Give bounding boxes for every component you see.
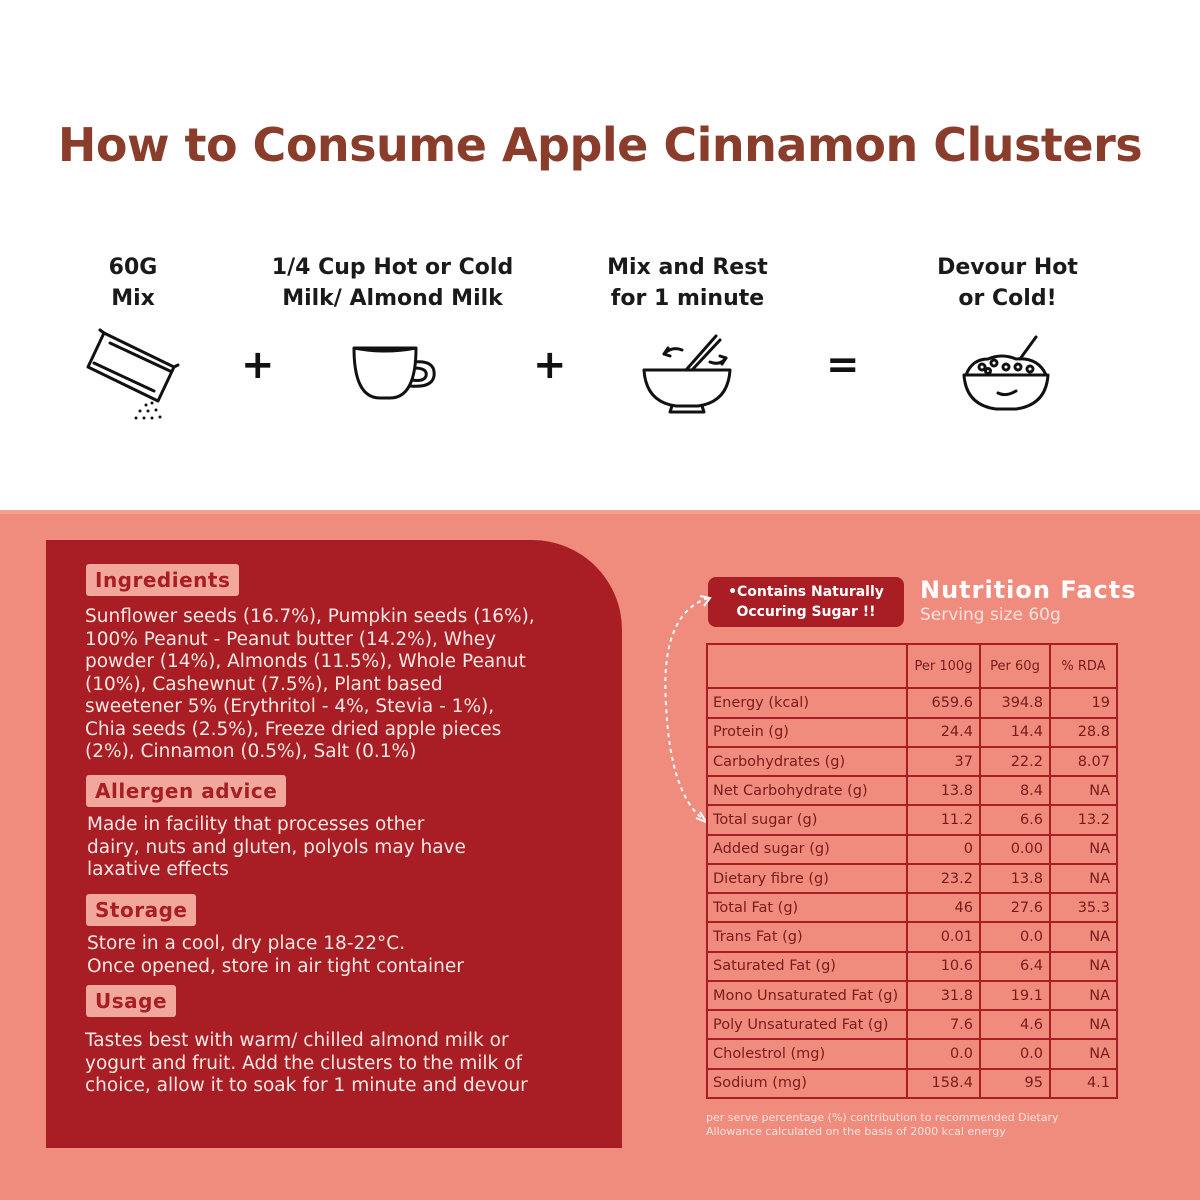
- table-row: [707, 952, 1117, 981]
- table-row: [707, 835, 1117, 864]
- step-devour: [910, 252, 1105, 314]
- column-header: [707, 644, 907, 688]
- column-header: Per 100g: [907, 644, 980, 688]
- rda-value: 19: [1050, 688, 1117, 717]
- per-100g-value: 11.2: [907, 805, 980, 834]
- nutrient-name: Added sugar (g): [707, 835, 907, 864]
- per-60g-value: 14.4: [980, 718, 1050, 747]
- plus-operator: +: [241, 342, 275, 388]
- table-row: [707, 864, 1117, 893]
- table-row: [707, 688, 1117, 717]
- per-100g-value: 13.8: [907, 776, 980, 805]
- table-row: [707, 893, 1117, 922]
- per-100g-value: 24.4: [907, 718, 980, 747]
- nutrient-name: Dietary fibre (g): [707, 864, 907, 893]
- rda-value: 13.2: [1050, 805, 1117, 834]
- usage-line: choice, allow it to soak for 1 minute and devour: [85, 1075, 528, 1096]
- per-60g-value: 22.2: [980, 747, 1050, 776]
- rda-value: NA: [1050, 1010, 1117, 1039]
- per-100g-value: 31.8: [907, 981, 980, 1010]
- nutrient-name: Total Fat (g): [707, 893, 907, 922]
- rda-value: NA: [1050, 922, 1117, 951]
- nutrient-name: Trans Fat (g): [707, 922, 907, 951]
- step-line: for 1 minute: [610, 286, 765, 311]
- column-header: % RDA: [1050, 644, 1117, 688]
- table-row: [707, 1039, 1117, 1068]
- table-row: [707, 981, 1117, 1010]
- footnote-line: per serve percentage (%) contribution to recommended Dietary: [706, 1111, 1059, 1124]
- table-row: [707, 776, 1117, 805]
- ingredients-line: (2%), Cinnamon (0.5%), Salt (0.1%): [85, 741, 417, 762]
- rda-value: NA: [1050, 864, 1117, 893]
- cereal-bowl-icon: [958, 333, 1054, 415]
- table-row: [707, 747, 1117, 776]
- mixing-bowl-icon: [638, 332, 742, 416]
- allergen-line: Made in facility that processes other: [87, 814, 425, 835]
- per-100g-value: 10.6: [907, 952, 980, 981]
- allergen-text: [87, 814, 466, 882]
- ingredients-label: Ingredients: [86, 564, 239, 596]
- nutrient-name: Energy (kcal): [707, 688, 907, 717]
- per-100g-value: 7.6: [907, 1010, 980, 1039]
- ingredients-line: 100% Peanut - Peanut butter (14.2%), Whey: [85, 628, 497, 650]
- nutrient-name: Mono Unsaturated Fat (g): [707, 981, 907, 1010]
- nutrient-name: Saturated Fat (g): [707, 952, 907, 981]
- rda-value: NA: [1050, 1039, 1117, 1068]
- usage-text: [85, 1030, 528, 1098]
- step-line: Milk/ Almond Milk: [282, 286, 503, 311]
- step-line: or Cold!: [958, 286, 1057, 311]
- table-row: [707, 718, 1117, 747]
- rda-value: 35.3: [1050, 893, 1117, 922]
- per-60g-value: 4.6: [980, 1010, 1050, 1039]
- allergen-line: dairy, nuts and gluten, polyols may have: [87, 836, 466, 858]
- rda-value: 8.07: [1050, 747, 1117, 776]
- per-60g-value: 6.4: [980, 952, 1050, 981]
- rda-value: NA: [1050, 981, 1117, 1010]
- table-row: [707, 922, 1117, 951]
- nutrient-name: Carbohydrates (g): [707, 747, 907, 776]
- equals-operator: =: [826, 342, 860, 388]
- ingredients-line: (10%), Cashewnut (7.5%), Plant based: [85, 673, 443, 695]
- step-rest: [580, 252, 795, 314]
- per-60g-value: 13.8: [980, 864, 1050, 893]
- storage-line: Store in a cool, dry place 18-22°C.: [87, 933, 406, 954]
- per-100g-value: 46: [907, 893, 980, 922]
- ingredients-line: Chia seeds (2.5%), Freeze dried apple pieces: [85, 718, 502, 740]
- per-60g-value: 6.6: [980, 805, 1050, 834]
- per-60g-value: 95: [980, 1069, 1050, 1098]
- step-line: Devour Hot: [937, 255, 1078, 280]
- step-line: Mix: [111, 286, 155, 311]
- per-100g-value: 0.0: [907, 1039, 980, 1068]
- usage-line: yogurt and fruit. Add the clusters to the milk of: [85, 1052, 522, 1074]
- step-line: 60G: [108, 255, 158, 280]
- per-60g-value: 0.0: [980, 1039, 1050, 1068]
- step-milk: [250, 252, 535, 314]
- ingredients-line: Sunflower seeds (16.7%), Pumpkin seeds (16%),: [85, 606, 535, 627]
- step-line: 1/4 Cup Hot or Cold: [271, 255, 514, 280]
- per-60g-value: 394.8: [980, 688, 1050, 717]
- callout-line: Occuring Sugar !!: [736, 604, 876, 620]
- nutrition-table: [706, 643, 1118, 1099]
- rda-footnote: [706, 1111, 1126, 1139]
- storage-line: Once opened, store in air tight container: [87, 955, 464, 977]
- callout-line: •Contains Naturally: [728, 584, 884, 600]
- storage-label: Storage: [86, 894, 196, 926]
- table-header-row: [707, 644, 1117, 688]
- step-mix-amount: [53, 252, 213, 314]
- rda-value: 28.8: [1050, 718, 1117, 747]
- nutrient-name: Protein (g): [707, 718, 907, 747]
- page-title: How to Consume Apple Cinnamon Clusters: [57, 118, 1143, 172]
- nutrient-name: Sodium (mg): [707, 1069, 907, 1098]
- table-row: [707, 805, 1117, 834]
- step-line: Mix and Rest: [607, 255, 768, 280]
- nutrition-title: Nutrition Facts: [920, 576, 1137, 604]
- nutrient-name: Net Carbohydrate (g): [707, 776, 907, 805]
- allergen-line: laxative effects: [87, 859, 229, 880]
- sachet-icon: [82, 325, 186, 425]
- per-60g-value: 0.00: [980, 835, 1050, 864]
- per-60g-value: 8.4: [980, 776, 1050, 805]
- nutrient-name: Cholestrol (mg): [707, 1039, 907, 1068]
- per-60g-value: 27.6: [980, 893, 1050, 922]
- per-60g-value: 19.1: [980, 981, 1050, 1010]
- rda-value: NA: [1050, 776, 1117, 805]
- natural-sugar-callout: [708, 577, 904, 627]
- plus-operator: +: [533, 342, 567, 388]
- ingredients-line: sweetener 5% (Erythritol - 4%, Stevia - 1%),: [85, 696, 495, 717]
- nutrient-name: Poly Unsaturated Fat (g): [707, 1010, 907, 1039]
- per-100g-value: 0.01: [907, 922, 980, 951]
- per-100g-value: 0: [907, 835, 980, 864]
- allergen-label: Allergen advice: [86, 775, 286, 807]
- rda-value: 4.1: [1050, 1069, 1117, 1098]
- nutrient-name: Total sugar (g): [707, 805, 907, 834]
- table-row: [707, 1069, 1117, 1098]
- footnote-line: Allowance calculated on the basis of 2000 kcal energy: [706, 1125, 1006, 1138]
- rda-value: NA: [1050, 835, 1117, 864]
- ingredients-line: powder (14%), Almonds (11.5%), Whole Peanut: [85, 651, 526, 672]
- per-100g-value: 659.6: [907, 688, 980, 717]
- storage-text: [87, 933, 464, 978]
- serving-size: Serving size 60g: [920, 605, 1061, 625]
- usage-line: Tastes best with warm/ chilled almond milk or: [85, 1030, 509, 1051]
- column-header: Per 60g: [980, 644, 1050, 688]
- per-100g-value: 37: [907, 747, 980, 776]
- table-row: [707, 1010, 1117, 1039]
- per-60g-value: 0.0: [980, 922, 1050, 951]
- usage-label: Usage: [86, 985, 176, 1017]
- ingredients-text: [85, 606, 535, 764]
- rda-value: NA: [1050, 952, 1117, 981]
- per-100g-value: 23.2: [907, 864, 980, 893]
- per-100g-value: 158.4: [907, 1069, 980, 1098]
- cup-icon: [350, 342, 442, 404]
